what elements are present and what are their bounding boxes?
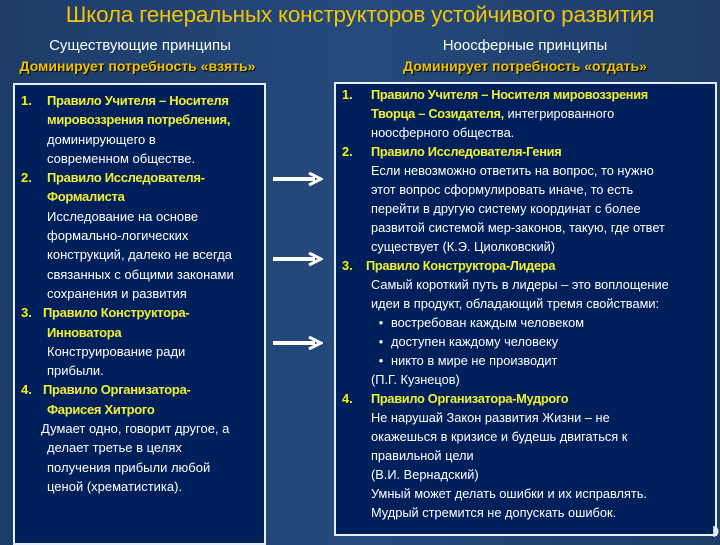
rule-desc: этот вопрос сформулировать иначе, то есть xyxy=(371,182,634,197)
bullet-item: • никто в мире не производит xyxy=(342,351,709,370)
item-number: 4. xyxy=(342,391,353,406)
rule-desc: ценой (хрематистика). xyxy=(47,478,183,494)
rule-title: Правило Учителя – Носителя xyxy=(47,93,229,108)
bullet-icon: • xyxy=(378,353,384,368)
right-rule-4 xyxy=(342,389,709,522)
rule-title: Правило Организатора- xyxy=(43,382,191,398)
left-column-heading: Существующие принципы xyxy=(49,37,231,54)
right-rule-1 xyxy=(342,85,709,142)
rule-desc: современном обществе. xyxy=(47,150,196,166)
right-column-subheading: Доминирует потребность «отдать» xyxy=(403,58,647,74)
rule-title: Творца – Созидателя, xyxy=(371,106,504,121)
bullet-icon: • xyxy=(378,315,384,330)
rule-desc: перейти в другую систему координат с более xyxy=(371,201,641,216)
right-rule-3 xyxy=(342,256,709,389)
item-number: 3. xyxy=(342,258,353,273)
left-rule-2 xyxy=(21,168,256,303)
rule-desc: Думает одно, говорит другое, а xyxy=(41,421,230,437)
rule-desc: доминирующего в xyxy=(47,131,156,147)
bullet-item: • доступен каждому человеку xyxy=(342,332,709,351)
item-number: 4. xyxy=(21,382,32,398)
rule-desc: формально-логических xyxy=(47,228,189,244)
rule-desc: Умный может делать ошибки и их исправлять. xyxy=(371,486,647,501)
rule-desc: развитой системой мер-законов, такую, где ответ xyxy=(371,220,665,235)
right-column-heading: Ноосферные принципы xyxy=(442,37,608,54)
rule-desc: Если невозможно ответить на вопрос, то нужно xyxy=(371,163,654,178)
item-number: 3. xyxy=(21,305,32,321)
rule-desc: окажешься в кризисе и будешь двигаться к xyxy=(371,429,628,444)
existing-principles-box xyxy=(13,83,266,545)
right-arrow-icon xyxy=(273,336,323,350)
item-number: 2. xyxy=(342,144,353,159)
right-arrow-icon xyxy=(273,172,323,186)
rule-desc: связанных с общими законами xyxy=(47,266,234,282)
rule-desc: идеи в продукт, обладающий тремя свойствами: xyxy=(371,296,660,311)
rule-title: Формалиста xyxy=(47,189,125,205)
rule-title: мировоззрения потребления, xyxy=(47,112,231,128)
item-number: 2. xyxy=(21,170,32,186)
rule-title: Правило Конструктора- xyxy=(43,305,190,321)
noospheric-principles-box xyxy=(334,82,717,536)
rule-desc: прибыли. xyxy=(47,363,104,379)
slide-corner-mark: ◗ xyxy=(712,523,720,539)
bullet-item: • востребован каждым человеком xyxy=(342,313,709,332)
rule-desc: Не нарушай Закон развития Жизни – не xyxy=(371,410,610,425)
rule-source: (П.Г. Кузнецов) xyxy=(371,372,460,387)
rule-desc: ноосферного общества. xyxy=(371,125,515,140)
rule-title: Фарисея Хитрого xyxy=(47,401,155,417)
rule-desc: получения прибыли любой xyxy=(47,459,211,475)
item-number: 1. xyxy=(21,93,32,108)
left-column-subheading: Доминирует потребность «взять» xyxy=(19,58,256,74)
rule-desc: сохранения и развития xyxy=(47,285,187,301)
rule-desc: интегрированного xyxy=(503,106,615,121)
rule-desc: правильной цели xyxy=(371,448,474,463)
right-arrow-icon xyxy=(273,252,323,266)
rule-title: Правило Исследователя-Гения xyxy=(371,144,562,159)
left-rule-4 xyxy=(21,380,256,496)
left-rule-3 xyxy=(21,303,256,380)
bullet-icon: • xyxy=(378,334,384,349)
rule-desc: (В.И. Вернадский) xyxy=(371,467,479,482)
rule-title: Правило Конструктора-Лидера xyxy=(366,258,556,273)
slide-title: Школа генеральных конструкторов устойчивого развития xyxy=(65,2,655,27)
right-rule-2 xyxy=(342,142,709,256)
rule-desc: Исследование на основе xyxy=(47,208,199,224)
rule-desc: Мудрый стремится не допускать ошибок. xyxy=(371,505,617,520)
rule-title: Инноватора xyxy=(47,324,122,340)
rule-desc: Конструирование ради xyxy=(47,343,186,359)
item-number: 1. xyxy=(342,87,353,102)
rule-desc: существует (К.Э. Циолковский) xyxy=(371,239,556,254)
rule-desc: Самый короткий путь в лидеры – это воплощение xyxy=(371,277,669,292)
rule-title: Правило Организатора-Мудрого xyxy=(371,391,569,406)
rule-title: Правило Учителя – Носителя мировоззрения xyxy=(371,87,648,102)
rule-desc: конструкций, далеко не всегда xyxy=(47,247,232,263)
left-rule-1 xyxy=(21,91,256,168)
rule-desc: делает третье в целях xyxy=(47,440,182,456)
rule-title: Правило Исследователя- xyxy=(47,170,205,186)
